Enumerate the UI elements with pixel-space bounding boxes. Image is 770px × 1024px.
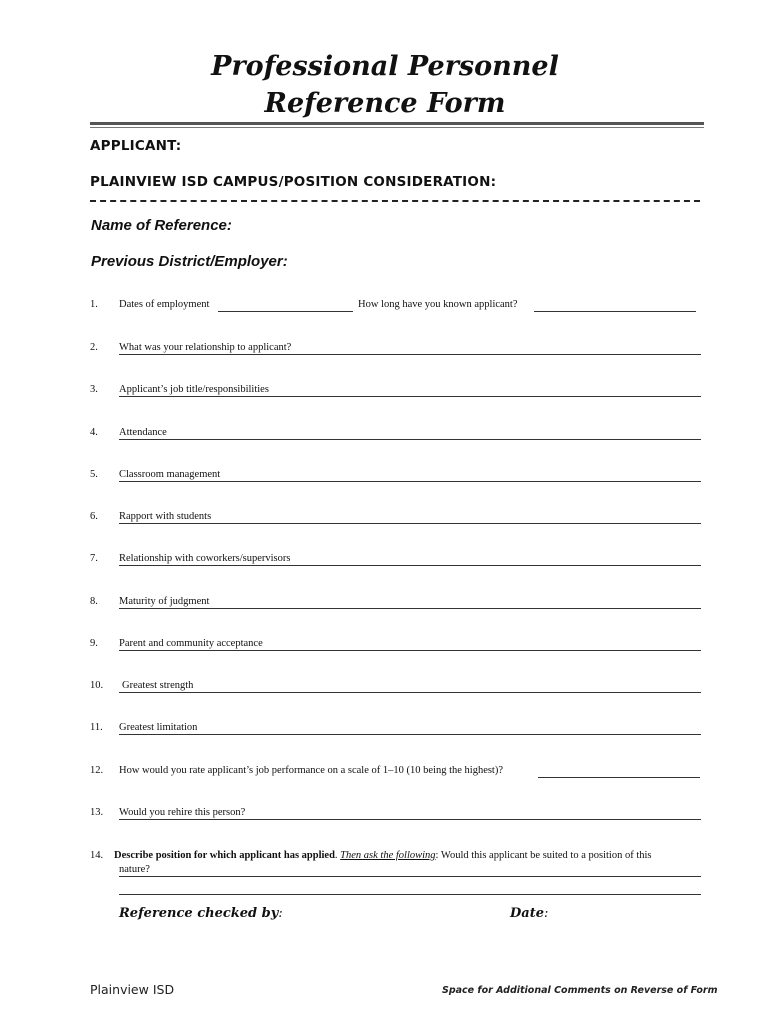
question-text: Would you rehire this person? [119,807,248,818]
answer-line[interactable] [119,734,701,735]
question-row-4 [0,427,770,445]
question-text: How would you rate applicant’s job performance on a scale of 1–10 (10 being the highest)? [119,765,506,776]
question-14-text: Describe position for which applicant has applied. Then ask the following: Would this applicant be suited to a position of this [114,850,655,861]
question-14-text-cont: nature? [119,864,153,875]
question-row-14 [0,850,770,890]
question-row-10 [0,680,770,698]
name-of-reference-label: Name of Reference: [91,217,232,234]
question-row-9 [0,638,770,656]
question-number: 12. [90,765,104,776]
form-title-line1: Professional Personnel [211,51,559,82]
question-row-11 [0,722,770,740]
question-text: Applicant’s job title/responsibilities [119,384,272,395]
question-row-2 [0,342,770,360]
question-number: 4. [90,427,98,438]
question-row-5 [0,469,770,487]
answer-line[interactable] [119,876,701,877]
question-row-1 [0,299,770,317]
question-text: Greatest strength [122,680,196,691]
question-number: 13. [90,807,104,818]
footer-district: Plainview ISD [90,982,175,997]
dates-of-employment-field[interactable] [218,311,353,312]
known-applicant-field[interactable] [534,311,696,312]
dashed-separator [90,200,700,202]
question-text: Rapport with students [119,511,214,522]
question-row-12 [0,765,770,783]
question-text: What was your relationship to applicant? [119,342,294,353]
answer-line[interactable] [119,481,701,482]
rating-answer-line[interactable] [538,777,700,778]
answer-line-extra[interactable] [119,894,701,895]
answer-line[interactable] [119,523,701,524]
question-row-13 [0,807,770,825]
footer-note: Space for Additional Comments on Reverse of Form [442,985,718,996]
question-text: Greatest limitation [119,722,200,733]
answer-line[interactable] [119,354,701,355]
question-text: Parent and community acceptance [119,638,266,649]
question-number: 11. [90,722,103,733]
campus-position-label: PLAINVIEW ISD CAMPUS/POSITION CONSIDERATION: [90,174,497,190]
question-number: 5. [90,469,98,480]
question-text-2: How long have you known applicant? [358,299,521,310]
question-number: 3. [90,384,98,395]
question-row-3 [0,384,770,402]
reference-checked-by-label: Reference checked by: [119,906,283,921]
answer-line[interactable] [119,608,701,609]
answer-line[interactable] [119,439,701,440]
previous-employer-label: Previous District/Employer: [91,253,288,270]
question-number: 9. [90,638,98,649]
question-row-6 [0,511,770,529]
title-divider-thick [90,122,704,125]
question-text: Attendance [119,427,170,438]
question-number: 6. [90,511,98,522]
question-number: 10. [90,680,104,691]
answer-line[interactable] [119,692,701,693]
answer-line[interactable] [119,650,701,651]
question-text: Maturity of judgment [119,596,212,607]
answer-line[interactable] [119,396,701,397]
question-number: 14. [90,850,104,861]
applicant-label: APPLICANT: [90,138,182,154]
question-text: Classroom management [119,469,223,480]
question-number: 1. [90,299,98,310]
answer-line[interactable] [119,565,701,566]
title-divider-thin [90,127,704,128]
question-text: Dates of employment [119,299,212,310]
question-number: 8. [90,596,98,607]
date-label: Date: [510,906,549,921]
question-row-7 [0,553,770,571]
question-number: 2. [90,342,98,353]
question-number: 7. [90,553,98,564]
form-title-line2: Reference Form [264,88,506,119]
answer-line[interactable] [119,819,701,820]
question-text: Relationship with coworkers/supervisors [119,553,293,564]
question-row-8 [0,596,770,614]
